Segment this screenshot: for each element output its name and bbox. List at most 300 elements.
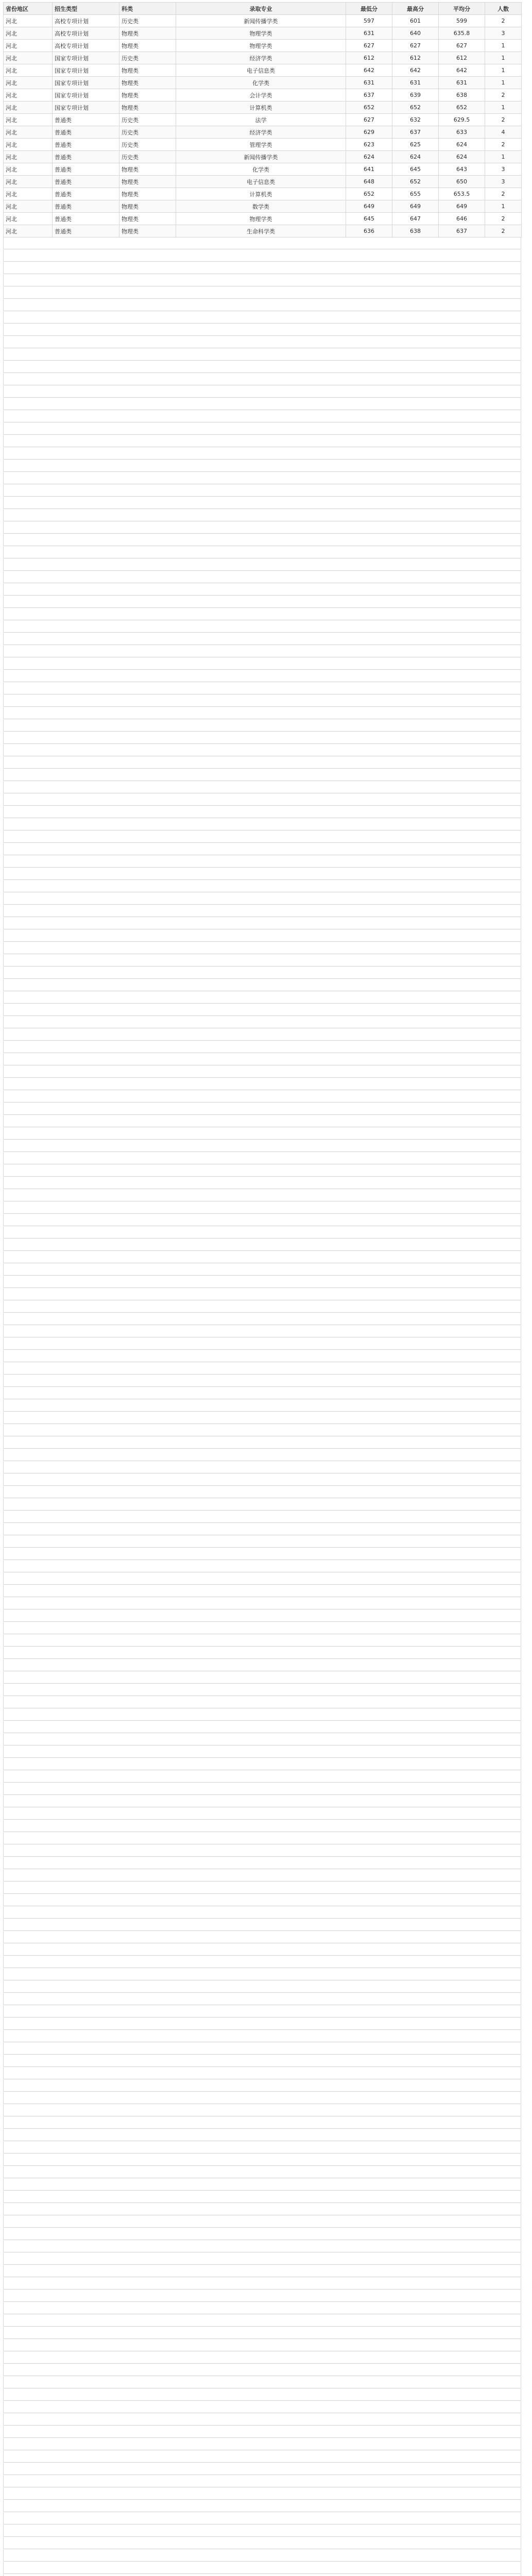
table-row (4, 225, 522, 238)
cell-max-score: 639 (392, 89, 439, 101)
empty-grid-row (3, 769, 521, 781)
cell-max-score: 649 (392, 200, 439, 213)
empty-grid-row (3, 547, 521, 558)
cell-min-score: 629 (346, 126, 392, 139)
cell-major: 物理学类 (176, 27, 346, 40)
cell-province: 河北 (4, 40, 53, 52)
empty-grid-row (3, 1499, 521, 1511)
header-min-score: 最低分 (346, 3, 392, 15)
cell-max-score: 647 (392, 213, 439, 225)
empty-grid-row (3, 1647, 521, 1659)
cell-province: 河北 (4, 27, 53, 40)
cell-subject: 物理类 (119, 89, 176, 101)
empty-grid-row (3, 1462, 521, 1473)
empty-grid-row (3, 856, 521, 868)
cell-avg-score: 637 (439, 225, 485, 238)
empty-grid-row (3, 275, 521, 286)
empty-grid-row (3, 942, 521, 954)
cell-max-score: 655 (392, 188, 439, 200)
empty-grid-row (3, 1870, 521, 1882)
table-row (4, 188, 522, 200)
cell-avg-score: 624 (439, 139, 485, 151)
empty-grid-row (3, 398, 521, 410)
table-row (4, 52, 522, 64)
cell-major: 化学类 (176, 163, 346, 176)
table-row (4, 163, 522, 176)
cell-min-score: 627 (346, 114, 392, 126)
empty-grid-row (3, 1313, 521, 1325)
empty-grid-row (3, 2290, 521, 2302)
header-province: 省份地区 (4, 3, 53, 15)
table-row (4, 64, 522, 77)
cell-major: 计算机类 (176, 188, 346, 200)
empty-grid-row (3, 312, 521, 324)
empty-grid-row (3, 646, 521, 657)
cell-subject: 物理类 (119, 40, 176, 52)
cell-count: 3 (485, 27, 522, 40)
empty-grid-row (3, 794, 521, 806)
cell-major: 生命科学类 (176, 225, 346, 238)
empty-grid-row (3, 1350, 521, 1362)
empty-grid-row (3, 1795, 521, 1807)
cell-admission-type: 普通类 (53, 126, 119, 139)
empty-grid-row (3, 1523, 521, 1535)
cell-min-score: 652 (346, 101, 392, 114)
cell-admission-type: 普通类 (53, 176, 119, 188)
empty-grid-row (3, 2179, 521, 2191)
empty-grid-row (3, 1758, 521, 1770)
cell-max-score: 631 (392, 77, 439, 89)
cell-max-score: 652 (392, 176, 439, 188)
cell-avg-score: 653.5 (439, 188, 485, 200)
cell-admission-type: 普通类 (53, 200, 119, 213)
empty-grid-row (3, 1202, 521, 1214)
cell-subject: 物理类 (119, 101, 176, 114)
empty-grid-row (3, 2265, 521, 2277)
cell-subject: 物理类 (119, 213, 176, 225)
cell-count: 1 (485, 77, 522, 89)
empty-grid-row (3, 2562, 521, 2574)
cell-major: 法学 (176, 114, 346, 126)
empty-grid-row (3, 262, 521, 274)
cell-avg-score: 650 (439, 176, 485, 188)
empty-grid-row (3, 2364, 521, 2376)
empty-grid-row (3, 843, 521, 855)
empty-grid-row (3, 1548, 521, 1560)
empty-grid-row (3, 1734, 521, 1745)
empty-grid-row (3, 1511, 521, 1523)
empty-grid-row (3, 349, 521, 361)
cell-major: 物理学类 (176, 40, 346, 52)
empty-grid-row (3, 2451, 521, 2463)
empty-grid-row (3, 2166, 521, 2178)
cell-max-score: 625 (392, 139, 439, 151)
empty-grid-row (3, 967, 521, 979)
table-row (4, 77, 522, 89)
empty-grid-row (3, 299, 521, 311)
empty-grid-row (3, 633, 521, 645)
cell-admission-type: 高校专项计划 (53, 40, 119, 52)
cell-count: 1 (485, 200, 522, 213)
cell-count: 2 (485, 114, 522, 126)
empty-grid-row (3, 1845, 521, 1857)
empty-grid-row (3, 2055, 521, 2067)
cell-max-score: 627 (392, 40, 439, 52)
cell-major: 经济学类 (176, 126, 346, 139)
cell-province: 河北 (4, 114, 53, 126)
cell-count: 2 (485, 139, 522, 151)
empty-grid-row (3, 559, 521, 571)
cell-avg-score: 635.8 (439, 27, 485, 40)
table-row (4, 114, 522, 126)
cell-avg-score: 599 (439, 15, 485, 27)
empty-grid-row (3, 1969, 521, 1980)
empty-grid-row (3, 1375, 521, 1387)
empty-grid-row (3, 1746, 521, 1758)
cell-avg-score: 627 (439, 40, 485, 52)
empty-grid-row (3, 1956, 521, 1968)
cell-avg-score: 642 (439, 64, 485, 77)
empty-grid-row (3, 361, 521, 373)
cell-admission-type: 高校专项计划 (53, 27, 119, 40)
cell-min-score: 636 (346, 225, 392, 238)
cell-admission-type: 普通类 (53, 151, 119, 163)
header-max-score: 最高分 (392, 3, 439, 15)
cell-avg-score: 643 (439, 163, 485, 176)
cell-province: 河北 (4, 77, 53, 89)
empty-grid-row (3, 472, 521, 484)
cell-min-score: 612 (346, 52, 392, 64)
empty-grid-row (3, 1239, 521, 1251)
empty-grid-row (3, 1041, 521, 1053)
cell-count: 1 (485, 101, 522, 114)
empty-grid-row (3, 2006, 521, 2018)
cell-subject: 历史类 (119, 126, 176, 139)
cell-min-score: 645 (346, 213, 392, 225)
cell-major: 计算机类 (176, 101, 346, 114)
cell-major: 新闻传播学类 (176, 15, 346, 27)
empty-grid-row (3, 2092, 521, 2104)
empty-grid-row (3, 1264, 521, 1276)
empty-grid-row (3, 1919, 521, 1931)
empty-grid-row (3, 1474, 521, 1486)
table-row (4, 15, 522, 27)
empty-grid-row (3, 2117, 521, 2129)
empty-grid-row (3, 1622, 521, 1634)
empty-grid-row (3, 1054, 521, 1065)
empty-grid-row (3, 1078, 521, 1090)
empty-grid-row (3, 2302, 521, 2314)
empty-grid-row (3, 596, 521, 608)
empty-grid-row (3, 880, 521, 892)
cell-province: 河北 (4, 101, 53, 114)
cell-major: 物理学类 (176, 213, 346, 225)
empty-grid-row (3, 1153, 521, 1164)
cell-admission-type: 国家专项计划 (53, 52, 119, 64)
header-admission-type: 招生类型 (53, 3, 119, 15)
cell-min-score: 637 (346, 89, 392, 101)
empty-grid-row (3, 695, 521, 707)
cell-province: 河北 (4, 225, 53, 238)
cell-province: 河北 (4, 176, 53, 188)
empty-grid-row (3, 918, 521, 929)
empty-grid-row (3, 2426, 521, 2438)
empty-grid-row (3, 336, 521, 348)
cell-min-score: 597 (346, 15, 392, 27)
empty-grid-row (3, 1029, 521, 1041)
cell-subject: 物理类 (119, 225, 176, 238)
empty-grid-row (3, 1190, 521, 1201)
empty-grid-row (3, 2513, 521, 2524)
table-row (4, 101, 522, 114)
cell-min-score: 631 (346, 27, 392, 40)
cell-subject: 物理类 (119, 200, 176, 213)
empty-grid-row (3, 1251, 521, 1263)
cell-province: 河北 (4, 89, 53, 101)
header-count: 人数 (485, 3, 522, 15)
cell-min-score: 648 (346, 176, 392, 188)
cell-province: 河北 (4, 126, 53, 139)
cell-admission-type: 国家专项计划 (53, 101, 119, 114)
table-row (4, 213, 522, 225)
empty-grid-row (3, 2142, 521, 2154)
empty-grid-row (3, 584, 521, 596)
empty-grid-row (3, 324, 521, 336)
empty-grid-row (3, 2525, 521, 2537)
empty-grid-row (3, 2438, 521, 2450)
cell-major: 经济学类 (176, 52, 346, 64)
cell-province: 河北 (4, 15, 53, 27)
empty-grid-row (3, 522, 521, 534)
cell-min-score: 642 (346, 64, 392, 77)
empty-grid-row (3, 1004, 521, 1016)
empty-grid-row (3, 423, 521, 435)
cell-subject: 物理类 (119, 176, 176, 188)
empty-grid-row (3, 2191, 521, 2203)
empty-grid-row (3, 955, 521, 967)
cell-admission-type: 高校专项计划 (53, 15, 119, 27)
cell-admission-type: 普通类 (53, 188, 119, 200)
cell-count: 2 (485, 225, 522, 238)
empty-grid-row (3, 2080, 521, 2092)
cell-admission-type: 普通类 (53, 213, 119, 225)
cell-province: 河北 (4, 163, 53, 176)
cell-max-score: 632 (392, 114, 439, 126)
cell-max-score: 652 (392, 101, 439, 114)
empty-grid-row (3, 1536, 521, 1548)
empty-grid-row (3, 1016, 521, 1028)
empty-grid-row (3, 238, 521, 249)
empty-grid-row (3, 930, 521, 942)
empty-grid-row (3, 1659, 521, 1671)
empty-grid-row (3, 2228, 521, 2240)
empty-grid-row (3, 732, 521, 744)
cell-count: 1 (485, 151, 522, 163)
table-row (4, 89, 522, 101)
cell-major: 化学类 (176, 77, 346, 89)
empty-grid-row (3, 1165, 521, 1177)
cell-max-score: 637 (392, 126, 439, 139)
empty-grid-row (3, 1128, 521, 1140)
cell-count: 3 (485, 163, 522, 176)
cell-min-score: 641 (346, 163, 392, 176)
cell-admission-type: 普通类 (53, 225, 119, 238)
empty-grid-row (3, 1177, 521, 1189)
empty-grid-row (3, 2352, 521, 2364)
table-row (4, 151, 522, 163)
cell-admission-type: 国家专项计划 (53, 89, 119, 101)
empty-grid-row (3, 1573, 521, 1585)
cell-subject: 历史类 (119, 151, 176, 163)
empty-grid-row (3, 2129, 521, 2141)
empty-grid-row (3, 1944, 521, 1956)
empty-grid-row (3, 1338, 521, 1350)
empty-grid-row (3, 1449, 521, 1461)
empty-grid-row (3, 2500, 521, 2512)
empty-grid-row (3, 1684, 521, 1696)
cell-min-score: 624 (346, 151, 392, 163)
empty-grid-row (3, 608, 521, 620)
cell-avg-score: 612 (439, 52, 485, 64)
table-row (4, 200, 522, 213)
empty-grid-row (3, 1709, 521, 1721)
cell-subject: 物理类 (119, 77, 176, 89)
cell-max-score: 640 (392, 27, 439, 40)
cell-min-score: 631 (346, 77, 392, 89)
cell-major: 管理学类 (176, 139, 346, 151)
header-avg-score: 平均分 (439, 3, 485, 15)
cell-count: 2 (485, 15, 522, 27)
empty-grid-row (3, 1301, 521, 1313)
empty-grid-row (3, 485, 521, 497)
empty-grid-row (3, 1561, 521, 1572)
empty-grid-row (3, 720, 521, 732)
cell-province: 河北 (4, 151, 53, 163)
cell-subject: 历史类 (119, 139, 176, 151)
cell-count: 3 (485, 176, 522, 188)
cell-avg-score: 624 (439, 151, 485, 163)
empty-grid-row (3, 1981, 521, 1993)
empty-grid-row (3, 621, 521, 633)
empty-grid-row (3, 1276, 521, 1288)
empty-grid-row (3, 1214, 521, 1226)
cell-avg-score: 646 (439, 213, 485, 225)
cell-admission-type: 国家专项计划 (53, 77, 119, 89)
cell-major: 会计学类 (176, 89, 346, 101)
cell-avg-score: 633 (439, 126, 485, 139)
empty-grid-row (3, 893, 521, 905)
empty-grid-row (3, 2105, 521, 2116)
header-major: 录取专业 (176, 3, 346, 15)
empty-grid-row (3, 979, 521, 991)
cell-major: 电子信息类 (176, 64, 346, 77)
empty-grid-row (3, 1697, 521, 1708)
empty-grid-row (3, 905, 521, 917)
cell-province: 河北 (4, 64, 53, 77)
empty-grid-row (3, 2018, 521, 2030)
cell-admission-type: 普通类 (53, 163, 119, 176)
table-row (4, 40, 522, 52)
empty-grid-row (3, 448, 521, 460)
empty-grid-row (3, 1808, 521, 1820)
empty-grid-row (3, 1721, 521, 1733)
empty-grid-row (3, 658, 521, 670)
empty-grid-row (3, 1326, 521, 1337)
empty-grid-row (3, 1820, 521, 1832)
cell-count: 2 (485, 188, 522, 200)
cell-max-score: 612 (392, 52, 439, 64)
empty-grid-row (3, 2414, 521, 2426)
empty-grid-row (3, 435, 521, 447)
empty-grid-row (3, 2389, 521, 2401)
empty-grid-row (3, 1783, 521, 1795)
empty-grid-row (3, 1894, 521, 1906)
cell-max-score: 624 (392, 151, 439, 163)
header-subject: 科类 (119, 3, 176, 15)
empty-grid-row (3, 782, 521, 793)
empty-grid-row (3, 2253, 521, 2265)
empty-grid-row (3, 707, 521, 719)
cell-major: 电子信息类 (176, 176, 346, 188)
empty-grid-row (3, 2154, 521, 2166)
empty-grid-row (3, 460, 521, 472)
empty-grid-row (3, 2377, 521, 2388)
empty-grid-row (3, 2315, 521, 2327)
empty-grid-row (3, 868, 521, 880)
empty-grid-row (3, 1598, 521, 1609)
empty-grid-row (3, 1412, 521, 1424)
cell-count: 1 (485, 64, 522, 77)
cell-max-score: 642 (392, 64, 439, 77)
empty-grid-row (3, 1387, 521, 1399)
empty-grid-row (3, 2278, 521, 2290)
empty-grid-row (3, 1103, 521, 1115)
empty-grid-row (3, 819, 521, 831)
cell-min-score: 627 (346, 40, 392, 52)
empty-grid-row (3, 386, 521, 398)
cell-max-score: 645 (392, 163, 439, 176)
table-row (4, 176, 522, 188)
empty-grid-row (3, 831, 521, 843)
cell-min-score: 623 (346, 139, 392, 151)
empty-grid-row (3, 1363, 521, 1375)
cell-avg-score: 638 (439, 89, 485, 101)
empty-grid-row (3, 683, 521, 694)
empty-grid-row (3, 571, 521, 583)
cell-count: 2 (485, 213, 522, 225)
cell-avg-score: 652 (439, 101, 485, 114)
cell-admission-type: 普通类 (53, 139, 119, 151)
cell-subject: 物理类 (119, 64, 176, 77)
empty-grid-row (3, 992, 521, 1004)
empty-grid-row (3, 1585, 521, 1597)
empty-grid-row (3, 497, 521, 509)
empty-grid-row (3, 2204, 521, 2215)
cell-province: 河北 (4, 52, 53, 64)
empty-grid-row (3, 806, 521, 818)
empty-grid-row (3, 2463, 521, 2475)
empty-grid-row (3, 1066, 521, 1078)
cell-province: 河北 (4, 213, 53, 225)
empty-grid-row (3, 2550, 521, 2562)
table-row (4, 126, 522, 139)
empty-grid-row (3, 2476, 521, 2487)
empty-grid-row (3, 2067, 521, 2079)
cell-avg-score: 649 (439, 200, 485, 213)
cell-major: 数学类 (176, 200, 346, 213)
empty-grid-row (3, 250, 521, 262)
empty-grid-row (3, 2030, 521, 2042)
